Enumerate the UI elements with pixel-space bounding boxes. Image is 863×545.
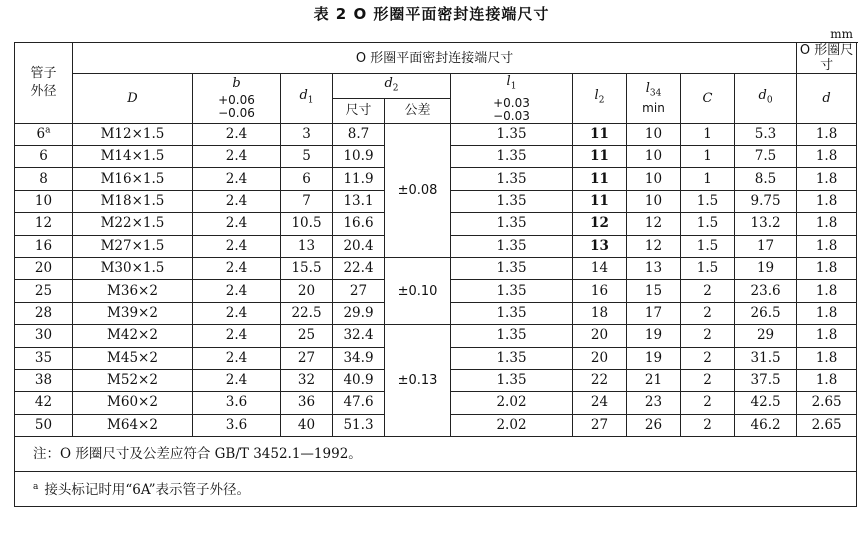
cell-l1: 1.35 xyxy=(451,325,573,347)
cell-l1: 1.35 xyxy=(451,213,573,235)
cell-d2-tolerance: ±0.13 xyxy=(385,325,451,437)
cell-pipe-od xyxy=(15,145,73,167)
cell-d: 1.8 xyxy=(797,123,857,145)
cell-pipe-od xyxy=(15,347,73,369)
cell-d0: 5.3 xyxy=(735,123,797,145)
cell-l2: 11 xyxy=(573,168,627,190)
cell-l1: 1.35 xyxy=(451,168,573,190)
cell-l1: 1.35 xyxy=(451,280,573,302)
cell-l1: 1.35 xyxy=(451,235,573,257)
cell-d0: 17 xyxy=(735,235,797,257)
cell-d2-size: 10.9 xyxy=(333,145,385,167)
header-d1-symbol: d xyxy=(299,88,308,103)
unit-label: mm xyxy=(830,27,853,41)
cell-pipe-od-value: 25 xyxy=(34,282,53,299)
table-row xyxy=(15,325,857,347)
cell-d1: 15.5 xyxy=(281,257,333,279)
cell-pipe-od xyxy=(15,190,73,212)
cell-l34: 13 xyxy=(627,257,681,279)
header-l1 xyxy=(451,74,573,124)
header-d2-sub: 2 xyxy=(392,83,399,94)
header-d1 xyxy=(281,74,333,124)
cell-thread-D: M52×2 xyxy=(73,369,193,391)
cell-thread-D: M22×1.5 xyxy=(73,213,193,235)
note-text: 注：O 形圈尺寸及公差应符合 GB/T 3452.1—1992。 xyxy=(15,437,857,472)
cell-pipe-od-value: 30 xyxy=(34,327,53,344)
cell-l34: 10 xyxy=(627,168,681,190)
header-d2-tol: 公差 xyxy=(385,98,451,123)
cell-d2-size: 16.6 xyxy=(333,213,385,235)
cell-d2-size: 13.1 xyxy=(333,190,385,212)
header-l34-min: min xyxy=(642,101,665,116)
cell-l2: 27 xyxy=(573,414,627,436)
header-l2 xyxy=(573,74,627,124)
cell-d1: 10.5 xyxy=(281,213,333,235)
header-l1-sub: 1 xyxy=(510,81,517,92)
cell-l2: 24 xyxy=(573,392,627,414)
header-d1-sub: 1 xyxy=(307,95,314,106)
header-b xyxy=(193,74,281,124)
cell-d0: 7.5 xyxy=(735,145,797,167)
header-l2-sub: 2 xyxy=(598,95,605,106)
header-d: d xyxy=(797,74,857,124)
cell-l1: 2.02 xyxy=(451,414,573,436)
cell-pipe-od xyxy=(15,302,73,324)
cell-thread-D: M42×2 xyxy=(73,325,193,347)
cell-l34: 26 xyxy=(627,414,681,436)
cell-b: 2.4 xyxy=(193,145,281,167)
cell-d1: 20 xyxy=(281,280,333,302)
cell-pipe-od xyxy=(15,123,73,145)
cell-l1: 1.35 xyxy=(451,190,573,212)
cell-pipe-od xyxy=(15,257,73,279)
cell-d2-tolerance: ±0.10 xyxy=(385,257,451,324)
cell-thread-D: M14×1.5 xyxy=(73,145,193,167)
cell-pipe-od-value: 6 xyxy=(39,148,48,165)
cell-d1: 36 xyxy=(281,392,333,414)
header-d0-symbol: d xyxy=(758,88,767,103)
cell-d: 1.8 xyxy=(797,347,857,369)
cell-b: 2.4 xyxy=(193,213,281,235)
cell-l34: 21 xyxy=(627,369,681,391)
cell-d2-size: 8.7 xyxy=(333,123,385,145)
footnote-mark: a xyxy=(33,481,39,492)
cell-C: 2 xyxy=(681,414,735,436)
header-d0-sub: 0 xyxy=(766,95,773,106)
cell-pipe-od xyxy=(15,369,73,391)
cell-b: 2.4 xyxy=(193,302,281,324)
cell-d1: 13 xyxy=(281,235,333,257)
cell-l2: 11 xyxy=(573,190,627,212)
header-l34-symbol: l xyxy=(645,80,650,96)
table-row xyxy=(15,123,857,145)
cell-C: 1 xyxy=(681,168,735,190)
header-pipe-od: 管子外径 xyxy=(15,43,73,124)
cell-d: 1.8 xyxy=(797,302,857,324)
cell-d2-size: 51.3 xyxy=(333,414,385,436)
cell-l34: 19 xyxy=(627,347,681,369)
cell-d2-size: 40.9 xyxy=(333,369,385,391)
header-l2-symbol: l xyxy=(594,88,599,103)
header-l34-sub: 34 xyxy=(649,88,662,99)
cell-d0: 23.6 xyxy=(735,280,797,302)
cell-l2: 20 xyxy=(573,347,627,369)
cell-C: 1.5 xyxy=(681,235,735,257)
cell-C: 1.5 xyxy=(681,257,735,279)
cell-d2-tolerance: ±0.08 xyxy=(385,123,451,257)
header-d2 xyxy=(333,74,451,99)
cell-pipe-od-value: 6 xyxy=(36,125,46,142)
cell-thread-D: M60×2 xyxy=(73,392,193,414)
note-row xyxy=(15,437,857,472)
cell-pipe-od xyxy=(15,392,73,414)
cell-b: 2.4 xyxy=(193,123,281,145)
cell-l1: 2.02 xyxy=(451,392,573,414)
cell-C: 2 xyxy=(681,302,735,324)
cell-l2: 16 xyxy=(573,280,627,302)
cell-l1: 1.35 xyxy=(451,347,573,369)
cell-d0: 42.5 xyxy=(735,392,797,414)
cell-C: 2 xyxy=(681,325,735,347)
cell-C: 2 xyxy=(681,369,735,391)
header-l34 xyxy=(627,74,681,124)
cell-b: 2.4 xyxy=(193,325,281,347)
cell-d2-size: 32.4 xyxy=(333,325,385,347)
cell-thread-D: M30×1.5 xyxy=(73,257,193,279)
header-l1-symbol: l xyxy=(506,74,511,89)
cell-d2-size: 27 xyxy=(333,280,385,302)
cell-d2-size: 22.4 xyxy=(333,257,385,279)
cell-C: 2 xyxy=(681,347,735,369)
cell-C: 2 xyxy=(681,280,735,302)
cell-pipe-od-value: 38 xyxy=(34,372,53,389)
cell-l2: 11 xyxy=(573,145,627,167)
cell-l34: 12 xyxy=(627,235,681,257)
cell-d1: 3 xyxy=(281,123,333,145)
header-d0 xyxy=(735,74,797,124)
cell-d2-size: 29.9 xyxy=(333,302,385,324)
cell-d0: 31.5 xyxy=(735,347,797,369)
header-b-tol-upper: +0.06 xyxy=(218,93,255,108)
cell-pipe-od-value: 10 xyxy=(34,192,53,209)
cell-d2-size: 20.4 xyxy=(333,235,385,257)
cell-C: 1.5 xyxy=(681,213,735,235)
cell-d0: 8.5 xyxy=(735,168,797,190)
header-l1-tol-upper: +0.03 xyxy=(493,95,530,110)
cell-d0: 46.2 xyxy=(735,414,797,436)
cell-d2-size: 34.9 xyxy=(333,347,385,369)
cell-l1: 1.35 xyxy=(451,123,573,145)
cell-d1: 7 xyxy=(281,190,333,212)
cell-d1: 6 xyxy=(281,168,333,190)
cell-d2-size: 11.9 xyxy=(333,168,385,190)
cell-b: 2.4 xyxy=(193,168,281,190)
cell-l34: 17 xyxy=(627,302,681,324)
table-title: 表 2 O 形圈平面密封连接端尺寸 xyxy=(313,5,550,23)
cell-d: 2.65 xyxy=(797,414,857,436)
header-d2-symbol: d xyxy=(384,75,393,91)
cell-l2: 20 xyxy=(573,325,627,347)
cell-pipe-od xyxy=(15,235,73,257)
cell-d: 1.8 xyxy=(797,168,857,190)
cell-b: 3.6 xyxy=(193,414,281,436)
cell-l2: 11 xyxy=(573,123,627,145)
header-d2-size: 尺寸 xyxy=(333,98,385,123)
cell-thread-D: M36×2 xyxy=(73,280,193,302)
cell-b: 2.4 xyxy=(193,235,281,257)
cell-d2-size: 47.6 xyxy=(333,392,385,414)
cell-thread-D: M45×2 xyxy=(73,347,193,369)
cell-thread-D: M12×1.5 xyxy=(73,123,193,145)
cell-pipe-od xyxy=(15,213,73,235)
cell-l2: 22 xyxy=(573,369,627,391)
footnote-row xyxy=(15,472,857,507)
cell-d0: 9.75 xyxy=(735,190,797,212)
cell-pipe-od-footnote-mark: a xyxy=(45,125,51,136)
table-row xyxy=(15,257,857,279)
header-C: C xyxy=(681,74,735,124)
cell-d: 1.8 xyxy=(797,190,857,212)
dimension-table xyxy=(14,42,857,507)
cell-pipe-od-value: 12 xyxy=(34,215,53,232)
cell-pipe-od-value: 42 xyxy=(34,394,53,411)
cell-b: 2.4 xyxy=(193,190,281,212)
cell-pipe-od xyxy=(15,168,73,190)
cell-d: 1.8 xyxy=(797,257,857,279)
cell-pipe-od-value: 28 xyxy=(34,304,53,321)
footnote-cell xyxy=(15,472,857,507)
cell-pipe-od-value: 20 xyxy=(34,260,53,277)
header-l1-tol-lower: −0.03 xyxy=(493,108,530,123)
cell-d: 1.8 xyxy=(797,235,857,257)
header-end-group: O 形圈平面密封连接端尺寸 xyxy=(73,43,797,74)
cell-b: 2.4 xyxy=(193,347,281,369)
cell-l1: 1.35 xyxy=(451,145,573,167)
cell-thread-D: M39×2 xyxy=(73,302,193,324)
cell-d: 1.8 xyxy=(797,145,857,167)
footnote-text: 接头标记时用“6A”表示管子外径。 xyxy=(44,482,251,499)
cell-thread-D: M27×1.5 xyxy=(73,235,193,257)
cell-d: 1.8 xyxy=(797,325,857,347)
cell-C: 1.5 xyxy=(681,190,735,212)
cell-l34: 10 xyxy=(627,145,681,167)
cell-d0: 13.2 xyxy=(735,213,797,235)
cell-l1: 1.35 xyxy=(451,369,573,391)
cell-l1: 1.35 xyxy=(451,302,573,324)
cell-pipe-od xyxy=(15,325,73,347)
cell-d0: 26.5 xyxy=(735,302,797,324)
cell-l34: 10 xyxy=(627,190,681,212)
cell-d: 1.8 xyxy=(797,369,857,391)
cell-d0: 19 xyxy=(735,257,797,279)
cell-l34: 10 xyxy=(627,123,681,145)
cell-pipe-od-value: 16 xyxy=(34,237,53,254)
cell-d1: 27 xyxy=(281,347,333,369)
cell-l1: 1.35 xyxy=(451,257,573,279)
cell-d1: 32 xyxy=(281,369,333,391)
cell-pipe-od-value: 35 xyxy=(34,349,53,366)
header-oring-group: O 形圈尺寸 xyxy=(797,43,857,74)
cell-l2: 14 xyxy=(573,257,627,279)
cell-C: 2 xyxy=(681,392,735,414)
cell-d0: 37.5 xyxy=(735,369,797,391)
cell-b: 2.4 xyxy=(193,369,281,391)
cell-d1: 22.5 xyxy=(281,302,333,324)
cell-pipe-od-value: 50 xyxy=(34,416,53,433)
cell-thread-D: M64×2 xyxy=(73,414,193,436)
cell-d1: 40 xyxy=(281,414,333,436)
cell-pipe-od xyxy=(15,280,73,302)
cell-C: 1 xyxy=(681,123,735,145)
cell-b: 2.4 xyxy=(193,257,281,279)
cell-l34: 19 xyxy=(627,325,681,347)
cell-l34: 15 xyxy=(627,280,681,302)
cell-l2: 18 xyxy=(573,302,627,324)
header-D: D xyxy=(73,74,193,124)
table-body xyxy=(15,123,857,506)
cell-thread-D: M16×1.5 xyxy=(73,168,193,190)
cell-d: 1.8 xyxy=(797,280,857,302)
cell-b: 2.4 xyxy=(193,280,281,302)
cell-l34: 12 xyxy=(627,213,681,235)
cell-d: 1.8 xyxy=(797,213,857,235)
cell-pipe-od xyxy=(15,414,73,436)
header-b-symbol: b xyxy=(232,76,241,92)
cell-l34: 23 xyxy=(627,392,681,414)
cell-d1: 25 xyxy=(281,325,333,347)
cell-b: 3.6 xyxy=(193,392,281,414)
cell-l2: 13 xyxy=(573,235,627,257)
cell-d: 2.65 xyxy=(797,392,857,414)
cell-l2: 12 xyxy=(573,213,627,235)
cell-d1: 5 xyxy=(281,145,333,167)
cell-d0: 29 xyxy=(735,325,797,347)
header-b-tol-lower: −0.06 xyxy=(218,106,255,121)
cell-pipe-od-value: 8 xyxy=(39,170,48,187)
cell-thread-D: M18×1.5 xyxy=(73,190,193,212)
cell-C: 1 xyxy=(681,145,735,167)
